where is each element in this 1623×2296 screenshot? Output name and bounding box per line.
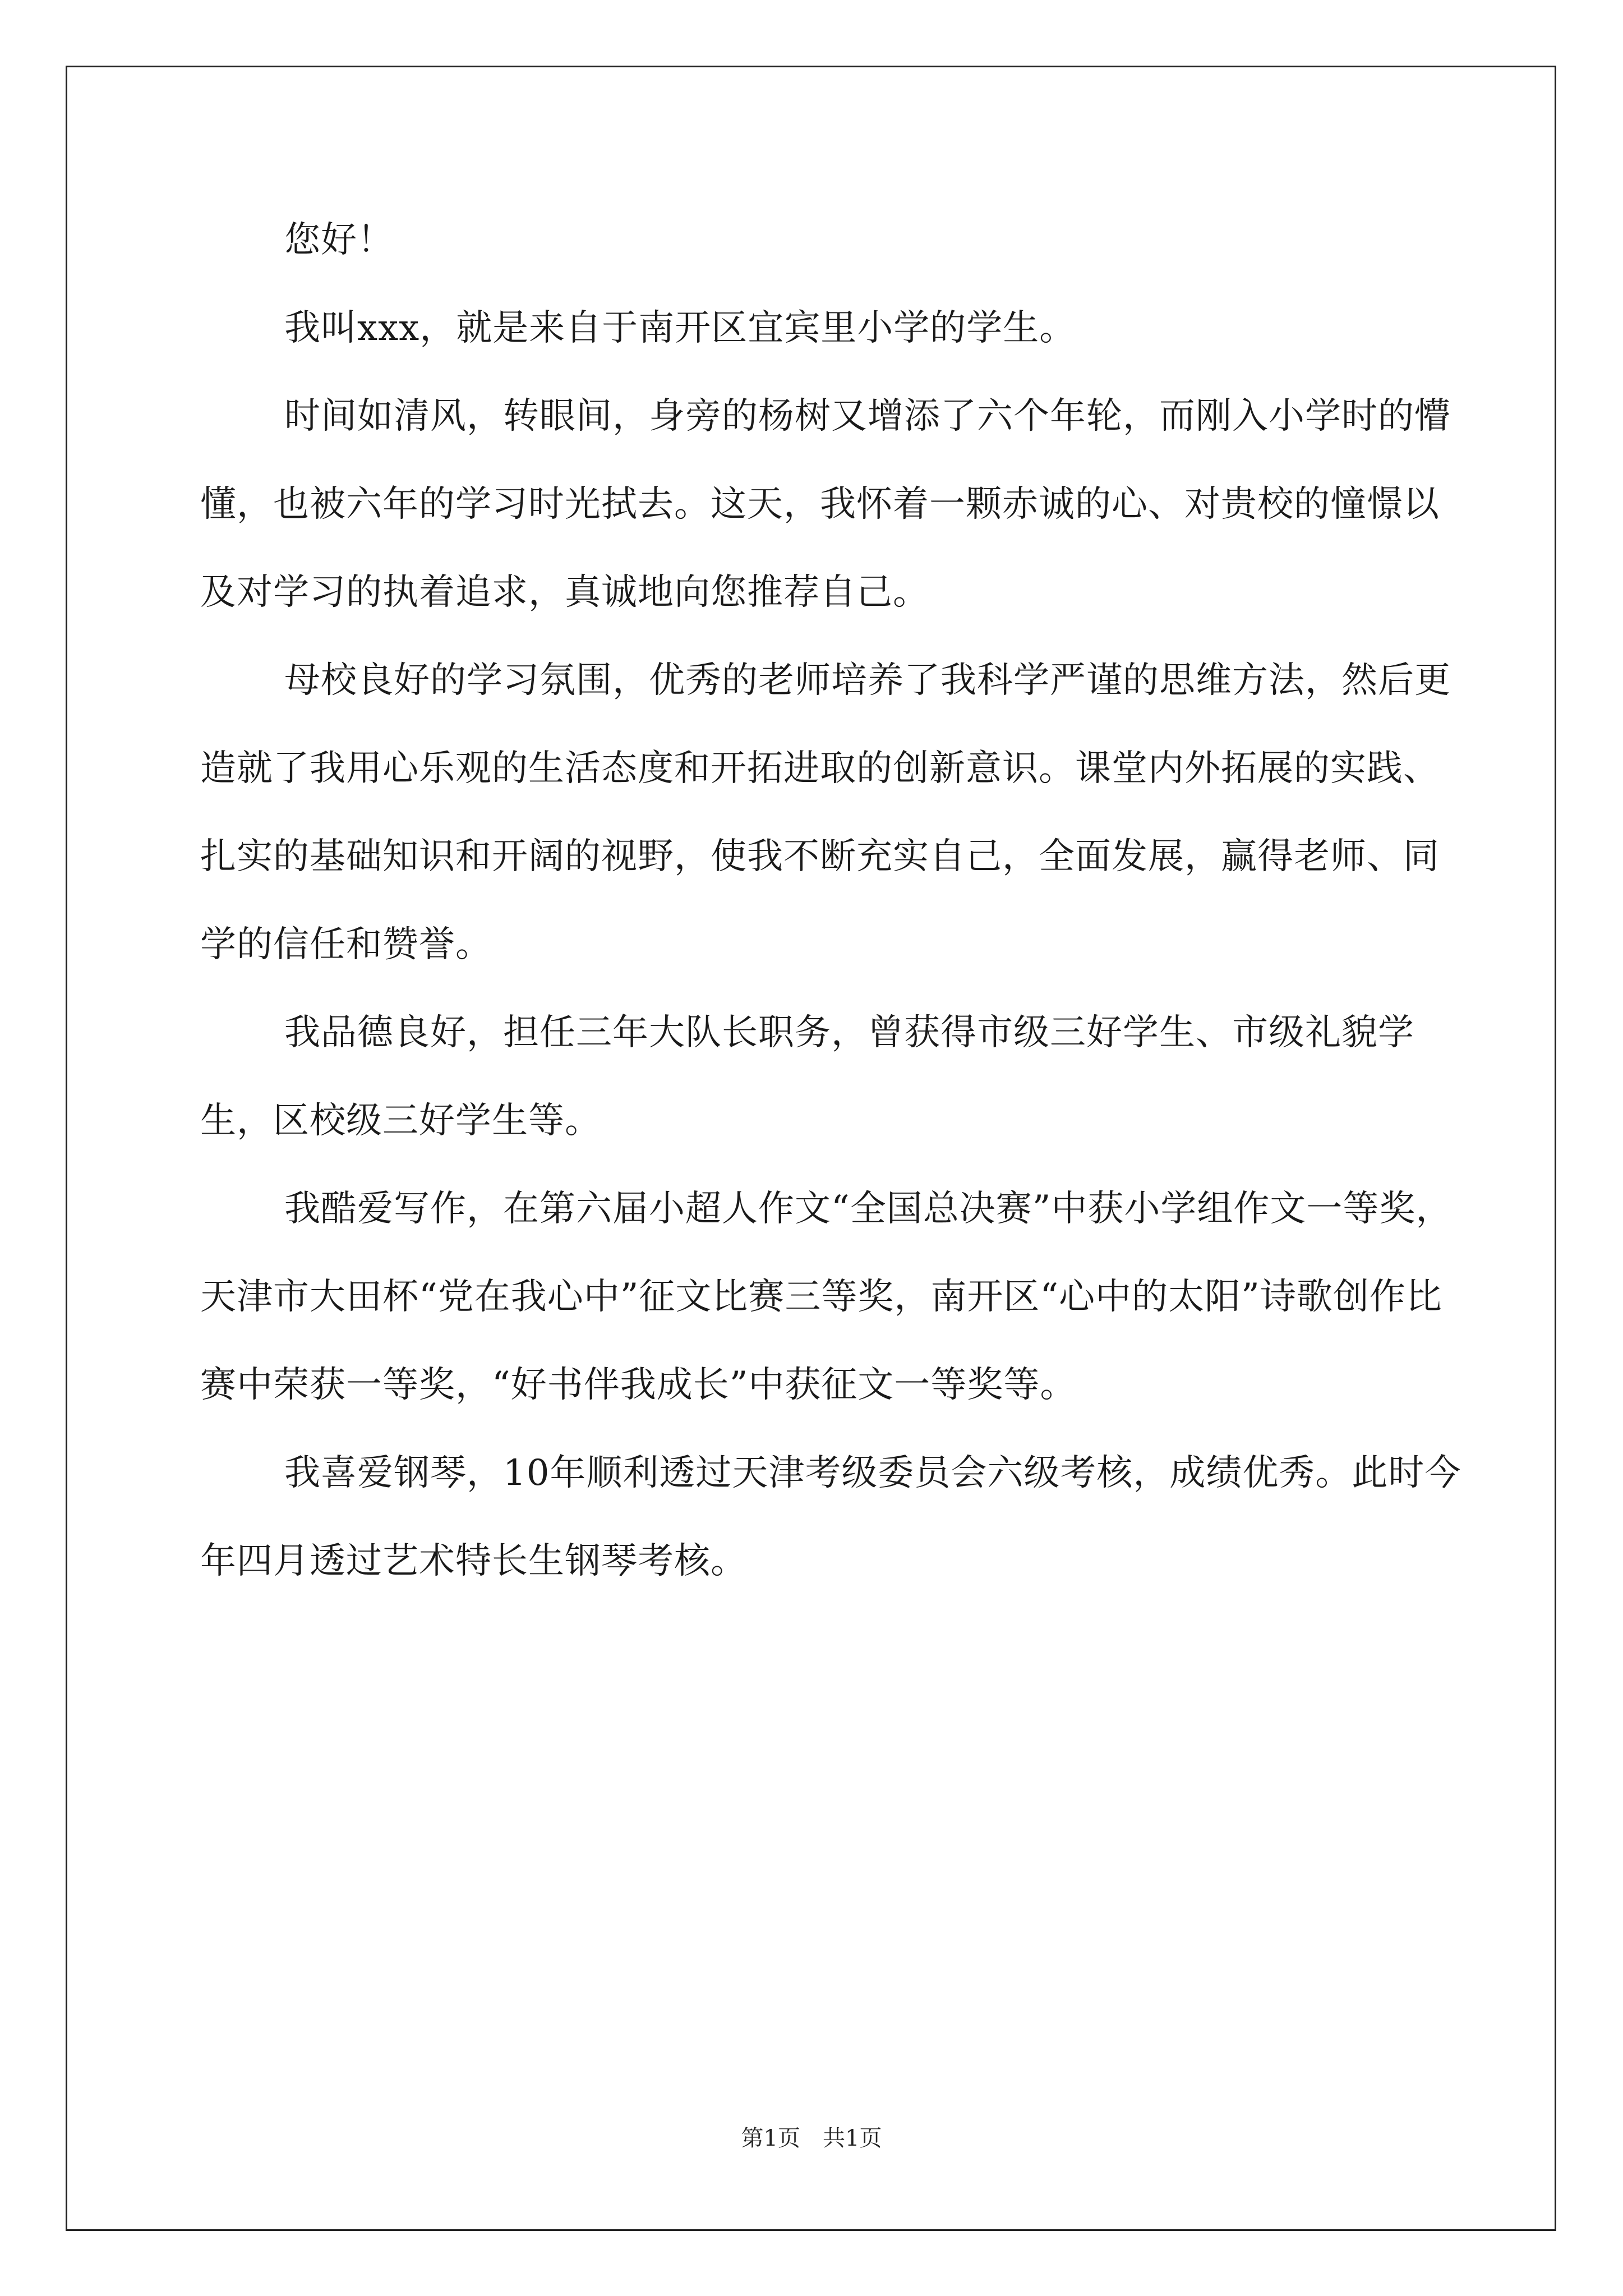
document-body [200,196,1468,1605]
page-number: 第1页 共1页 [741,2125,882,2151]
paragraph-character-honors: 我品德良好，担任三年大队长职务，曾获得市级三好学生、市级礼貌学生，区校级三好学生等。 [200,1012,1414,1142]
paragraph-introduction: 我叫xxx，就是来自于南开区宜宾里小学的学生。 [284,307,1076,349]
greeting: 您好！ [284,219,394,261]
paragraph-self-recommendation: 时间如清风，转眼间，身旁的杨树又增添了六个年轮，而刚入小学时的懵懂，也被六年的学习时光拭去。这天，我怀着一颗赤诚的心、对贵校的憧憬以及对学习的执着追求，真诚地向您推荐自己。 [200,395,1451,613]
paragraph-piano: 我喜爱钢琴，10年顺利透过天津考级委员会六级考核，成绩优秀。此时今年四月透过艺术特长生钢琴考核。 [200,1452,1461,1582]
paragraph-school-background: 母校良好的学习氛围，优秀的老师培养了我科学严谨的思维方法，然后更造就了我用心乐观的生活态度和开拓进取的创新意识。课堂内外拓展的实践、扎实的基础知识和开阔的视野，使我不断充实自己，全面发展，赢得老师、同学的信任和赞誉。 [200,660,1451,965]
paragraph-writing-awards: 我酷爱写作，在第六届小超人作文“全国总决赛”中获小学组作文一等奖，天津市大田杯“党在我心中”征文比赛三等奖，南开区“心中的太阳”诗歌创作比赛中荣获一等奖，“好书伴我成长”中获征文一等奖等。 [200,1188,1453,1406]
